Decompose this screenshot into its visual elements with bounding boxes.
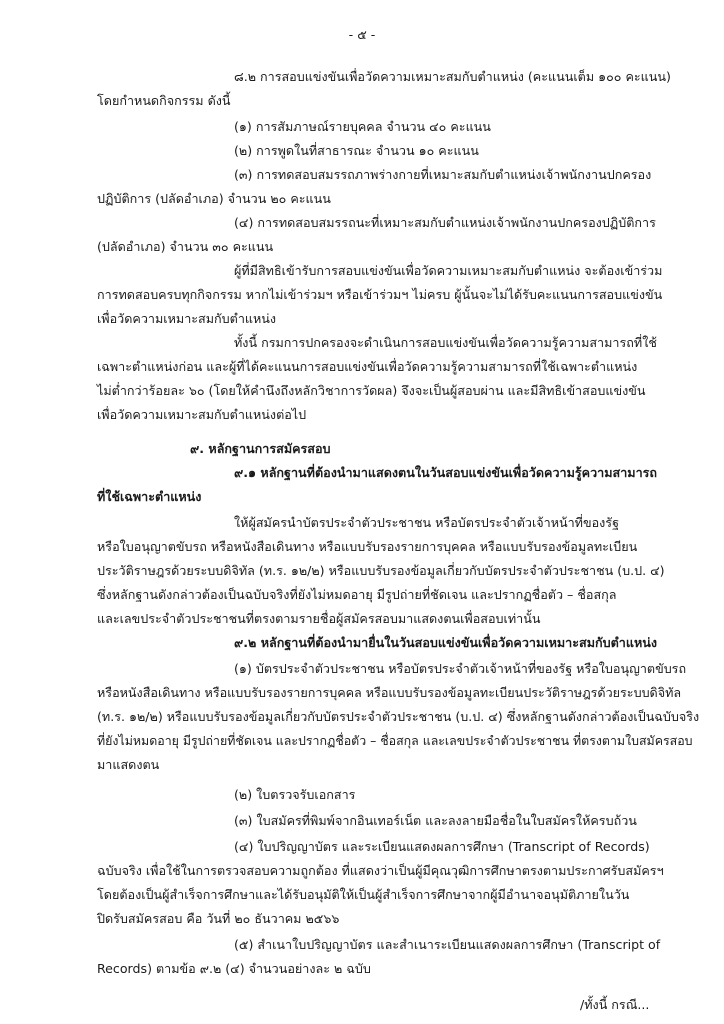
section-9-2-heading: ๙.๒ หลักฐานที่ต้องนำมายื่นในวันสอบแข่งขันเพื่อวัดความเหมาะสมกับตำแหน่ง [234, 635, 658, 650]
section-9-2-item-4: (๔) ใบปริญญาบัตร และระเบียนแสดงผลการศึกษา (Transcript of Records) [234, 839, 650, 854]
section-8-2-paragraph-1: ผู้ที่มีสิทธิเข้ารับการสอบแข่งขันเพื่อวัดความเหมาะสมกับตำแหน่ง จะต้องเข้าร่วม [234, 263, 663, 278]
section-9-2-item-1-line-5: มาแสดงตน [97, 757, 160, 772]
section-9-2-item-1-line-2: หรือหนังสือเดินทาง หรือแบบรับรองรายการบุคคล หรือแบบรับรองข้อมูลทะเบียนประวัติราษฎรด้วยระบบดิจิทัล [97, 685, 682, 700]
section-8-2-item-1: (๑) การสัมภาษณ์รายบุคคล จำนวน ๔๐ คะแนน [234, 119, 491, 134]
section-8-2-item-3-cont: ปฏิบัติการ (ปลัดอำเภอ) จำนวน ๒๐ คะแนน [97, 191, 331, 206]
section-9-1-paragraph-line-3: ประวัติราษฎรด้วยระบบดิจิทัล (ท.ร. ๑๒/๒) หรือแบบรับรองข้อมูลเกี่ยวกับบัตรประจำตัวประชาชน (บ.ป. ๔) [97, 563, 665, 578]
section-8-2-item-3: (๓) การทดสอบสมรรถภาพร่างกายที่เหมาะสมกับตำแหน่งเจ้าพนักงานปกครอง [234, 167, 652, 182]
section-9-1-heading-cont: ที่ใช้เฉพาะตำแหน่ง [97, 489, 202, 504]
section-9-1-paragraph-line-2: หรือใบอนุญาตขับรถ หรือหนังสือเดินทาง หรือแบบรับรองรายการบุคคล หรือแบบรับรองข้อมูลทะเบียน [97, 539, 638, 554]
section-9-1-paragraph-line-4: ซึ่งหลักฐานดังกล่าวต้องเป็นฉบับจริงที่ยังไม่หมดอายุ มีรูปถ่ายที่ชัดเจน และปรากฏชื่อตัว – ชื่อสกุล [97, 587, 617, 602]
section-9-2-item-1: (๑) บัตรประจำตัวประชาชน หรือบัตรประจำตัวเจ้าหน้าที่ของรัฐ หรือใบอนุญาตขับรถ [234, 661, 687, 676]
section-9-2-item-4-line-2: ฉบับจริง เพื่อใช้ในการตรวจสอบความถูกต้อง ที่แสดงว่าเป็นผู้มีคุณวุฒิการศึกษาตรงตามประกาศรับสมัครฯ [97, 863, 664, 878]
section-9-1-paragraph: ให้ผู้สมัครนำบัตรประจำตัวประชาชน หรือบัตรประจำตัวเจ้าหน้าที่ของรัฐ [234, 515, 620, 530]
section-8-2-item-4-cont: (ปลัดอำเภอ) จำนวน ๓๐ คะแนน [97, 239, 274, 254]
section-9-heading: ๙. หลักฐานการสมัครสอบ [190, 441, 331, 456]
section-9-2-item-2: (๒) ใบตรวจรับเอกสาร [234, 787, 356, 802]
section-9-2-item-1-line-4: ที่ยังไม่หมดอายุ มีรูปถ่ายที่ชัดเจน และปรากฏชื่อตัว – ชื่อสกุล และเลขประจำตัวประชาชน ที่ตรงตามใบสมัครสอบ [97, 733, 693, 748]
section-8-2-item-2: (๒) การพูดในที่สาธารณะ จำนวน ๑๐ คะแนน [234, 143, 479, 158]
section-9-1-paragraph-line-5: และเลขประจำตัวประชาชนที่ตรงตามรายชื่อผู้สมัครสอบมาแสดงตนเพื่อสอบเท่านั้น [97, 611, 541, 626]
section-8-2-paragraph-2-line-3: ไม่ต่ำกว่าร้อยละ ๖๐ (โดยให้คำนึงถึงหลักวิชาการวัดผล) จึงจะเป็นผู้สอบผ่าน และมีสิทธิเข้าสอบแข่งขัน [97, 383, 646, 398]
section-9-2-item-3: (๓) ใบสมัครที่พิมพ์จากอินเทอร์เน็ต และลงลายมือชื่อในใบสมัครให้ครบถ้วน [234, 813, 637, 828]
section-9-2-item-5-line-2: Records) ตามข้อ ๙.๒ (๔) จำนวนอย่างละ ๒ ฉบับ [97, 961, 371, 976]
section-9-2-item-4-line-4: ปิดรับสมัครสอบ คือ วันที่ ๒๐ ธันวาคม ๒๕๖๖ [97, 911, 340, 926]
page-number: - ๕ - [348, 27, 376, 42]
section-8-2-paragraph-2-line-4: เพื่อวัดความเหมาะสมกับตำแหน่งต่อไป [97, 407, 307, 422]
section-8-2-paragraph-2-line-2: เฉพาะตำแหน่งก่อน และผู้ที่ได้คะแนนการสอบแข่งขันเพื่อวัดความรู้ความสามารถที่ใช้เฉพาะตำแหน่ง [97, 359, 638, 374]
section-8-2-item-4: (๔) การทดสอบสมรรถนะที่เหมาะสมกับตำแหน่งเจ้าพนักงานปกครองปฏิบัติการ [234, 215, 656, 230]
section-8-2-paragraph-1-line-3: เพื่อวัดความเหมาะสมกับตำแหน่ง [97, 311, 277, 326]
section-9-2-item-5: (๕) สำเนาใบปริญญาบัตร และสำเนาระเบียนแสดงผลการศึกษา (Transcript of [234, 937, 661, 952]
section-8-2-paragraph-2: ทั้งนี้ กรมการปกครองจะดำเนินการสอบแข่งขันเพื่อวัดความรู้ความสามารถที่ใช้ [234, 335, 657, 350]
section-9-2-item-4-line-3: โดยต้องเป็นผู้สำเร็จการศึกษาและได้รับอนุมัติให้เป็นผู้สำเร็จการศึกษาจากผู้มีอำนาจอนุมัติภายในวัน [97, 887, 630, 902]
section-8-2-paragraph-1-line-2: การทดสอบครบทุกกิจกรรม หากไม่เข้าร่วมฯ หรือเข้าร่วมฯ ไม่ครบ ผู้นั้นจะไม่ได้รับคะแนนการสอบแข่งขัน [97, 287, 663, 302]
section-8-2-heading-cont: โดยกำหนดกิจกรรม ดังนี้ [97, 93, 231, 108]
section-9-2-item-1-line-3: (ท.ร. ๑๒/๒) หรือแบบรับรองข้อมูลเกี่ยวกับบัตรประจำตัวประชาชน (บ.ป. ๔) ซึ่งหลักฐานดังกล่าวต้องเป็นฉบับจริง [97, 709, 700, 724]
section-8-2-heading: ๘.๒ การสอบแข่งขันเพื่อวัดความเหมาะสมกับตำแหน่ง (คะแนนเต็ม ๑๐๐ คะแนน) [234, 69, 671, 84]
page-continuation-text: /ทั้งนี้ กรณี... [580, 997, 650, 1012]
section-9-1-heading: ๙.๑ หลักฐานที่ต้องนำมาแสดงตนในวันสอบแข่งขันเพื่อวัดความรู้ความสามารถ [234, 465, 658, 480]
